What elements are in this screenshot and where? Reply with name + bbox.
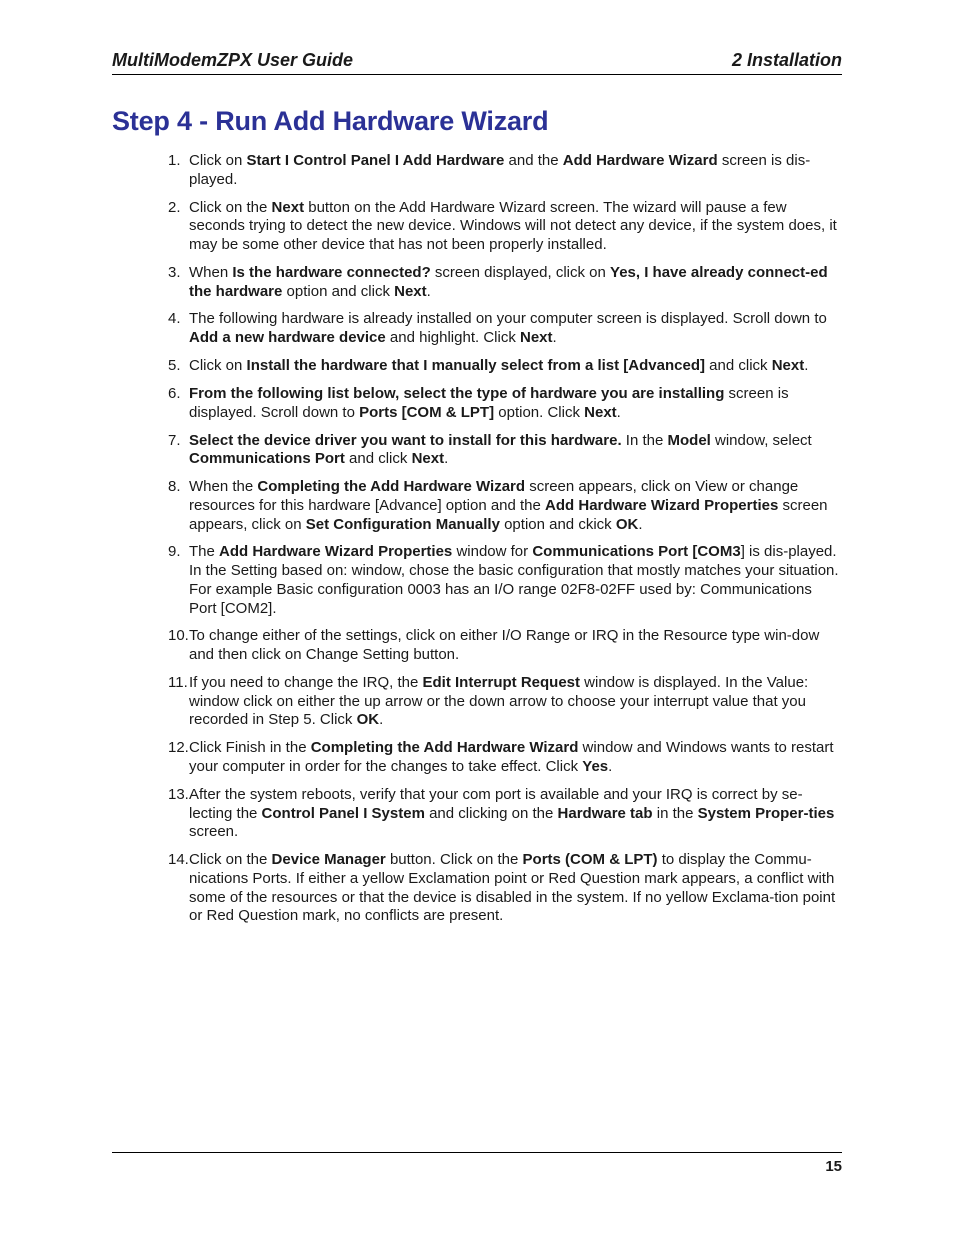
step-number: 4. <box>168 310 181 328</box>
step-emphasis: Communications Port <box>189 450 345 468</box>
step-text: option. Click <box>494 403 585 421</box>
step-emphasis: OK <box>615 515 639 533</box>
step-emphasis: Add Hardware Wizard Properties <box>219 543 453 561</box>
step-emphasis: Install the hardware that I manually select from a list [Advanced] <box>246 357 705 375</box>
step-emphasis: Completing the Add Hardware Wizard <box>310 739 579 757</box>
step-text: screen. <box>189 823 239 841</box>
step-text: to display the Commu-nications Ports. If either a yellow Exclamation point or Red Question mark appears, a conflict with some of the resources or that the device is disabled in the system. If no yellow Exclama-tion point or Red Question mark, no conflicts are present. <box>189 851 836 925</box>
step-text: When <box>189 263 233 281</box>
list-item <box>168 310 842 347</box>
step-text: button on the Add Hardware Wizard screen. The wizard will pause a few seconds trying to detect the new device. Windows will not detect any device, if the system does, it may be some other device that has not been properly installed. <box>189 198 837 253</box>
step-emphasis: Completing the Add Hardware Wizard <box>257 478 526 496</box>
step-text: option and ckick <box>499 515 616 533</box>
list-item <box>168 786 842 842</box>
step-text: and click <box>705 357 772 375</box>
step-text: window and Windows wants to restart your computer in order for the changes to take effect. Click <box>189 739 834 776</box>
step-emphasis: System Proper-ties <box>697 804 835 822</box>
step-emphasis: Yes, I have already connect-ed the hardware <box>189 263 828 300</box>
step-text: . <box>444 450 449 468</box>
step-text: When the <box>189 478 258 496</box>
step-text: . <box>608 758 613 776</box>
list-item <box>168 627 842 664</box>
step-text: . <box>552 329 557 347</box>
step-text: Click on the <box>189 851 272 869</box>
step-text: and clicking on the <box>424 804 558 822</box>
step-number: 3. <box>168 263 181 281</box>
step-emphasis: Set Configuration Manually <box>305 515 500 533</box>
step-emphasis: Next <box>771 357 805 375</box>
step-emphasis: Add Hardware Wizard Properties <box>545 496 779 514</box>
page-title: Step 4 - Run Add Hardware Wizard <box>112 106 549 136</box>
step-text: window, select <box>710 431 812 449</box>
step-emphasis: Select the device driver you want to install for this hardware. <box>189 431 622 449</box>
step-number: 6. <box>168 384 181 402</box>
step-text: In the <box>621 431 668 449</box>
step-text: window for <box>452 543 533 561</box>
step-text: button. Click on the <box>385 851 523 869</box>
step-number: 9. <box>168 543 181 561</box>
step-emphasis: Next <box>271 198 305 216</box>
list-item <box>168 674 842 730</box>
list-item <box>168 199 842 255</box>
list-item <box>168 264 842 301</box>
step-text: and the <box>504 152 563 169</box>
step-text: screen appears, click on <box>189 496 828 533</box>
step-number: 14. <box>168 851 189 869</box>
step-number: 1. <box>168 152 181 169</box>
step-text: After the system reboots, verify that your com port is available and your IRQ is correct by se-lecting the <box>189 785 803 822</box>
step-emphasis: Is the hardware connected? <box>232 263 431 281</box>
step-text: . <box>379 711 384 729</box>
step-text: screen displayed, click on <box>430 263 611 281</box>
step-emphasis: Communications Port [COM3 <box>532 543 741 561</box>
step-text: ] is dis-played. In the Setting based on: window, chose the basic configuration that mostly matches your situation. For example Basic configuration 0003 has an I/O range 02F8-02FF used by: Communications Port [COM2]. <box>189 543 839 617</box>
step-text: in the <box>652 804 698 822</box>
step-emphasis: Next <box>394 282 427 300</box>
list-item <box>168 432 842 469</box>
step-emphasis: Start I Control Panel I Add Hardware <box>246 152 505 169</box>
guide-title: MultiModemZPX User Guide <box>112 50 354 70</box>
step-text: The <box>189 543 220 561</box>
step-number: 13. <box>168 785 189 803</box>
list-item <box>168 152 842 189</box>
step-number: 12. <box>168 739 189 757</box>
step-emphasis: Next <box>411 450 445 468</box>
page-header <box>112 50 842 75</box>
step-number: 5. <box>168 357 181 375</box>
step-number: 8. <box>168 478 181 496</box>
step-text: and highlight. Click <box>385 329 520 347</box>
step-text: . <box>426 282 431 300</box>
step-emphasis: Yes <box>582 758 609 776</box>
list-item <box>168 385 842 422</box>
step-emphasis: From the following list below, select the type of hardware you are installing <box>189 384 725 402</box>
step-emphasis: Edit Interrupt Request <box>422 674 581 692</box>
step-text: screen is displayed. Scroll down to <box>189 384 789 421</box>
step-text: . <box>616 403 621 421</box>
step-text: screen is dis-played. <box>189 152 811 188</box>
step-number: 7. <box>168 431 181 449</box>
step-emphasis: Next <box>584 403 617 421</box>
step-text: screen appears, click on View or change resources for this hardware [Advance] option and the <box>189 478 799 514</box>
step-text: Click on <box>189 152 247 169</box>
step-text: Click on <box>189 357 247 375</box>
steps-list <box>168 152 842 935</box>
step-emphasis: Control Panel I System <box>261 804 425 822</box>
step-number: 10. <box>168 627 189 645</box>
step-emphasis: Ports [COM & LPT] <box>359 403 495 421</box>
step-text: option and click <box>282 282 395 300</box>
step-text: If you need to change the IRQ, the <box>189 674 423 692</box>
step-text: Click Finish in the <box>189 739 311 757</box>
step-number: 2. <box>168 198 181 216</box>
step-emphasis: Hardware tab <box>557 804 653 822</box>
page-footer <box>112 1152 842 1175</box>
list-item <box>168 357 842 376</box>
step-text: The following hardware is already installed on your computer screen is displayed. Scroll down to <box>189 310 827 328</box>
step-emphasis: Next <box>520 329 553 347</box>
step-emphasis: Add a new hardware device <box>189 329 386 347</box>
chapter-title: 2 Installation <box>731 50 842 70</box>
step-text: . <box>804 357 809 375</box>
step-text: . <box>638 515 643 533</box>
step-emphasis: OK <box>356 711 380 729</box>
page-number: 15 <box>825 1158 842 1175</box>
step-number: 11. <box>168 674 188 692</box>
step-text: Click on the <box>189 198 272 216</box>
step-emphasis: Model <box>667 431 711 449</box>
step-emphasis: Device Manager <box>271 851 386 869</box>
step-text: window is displayed. In the Value: window click on either the up arrow or the down arrow to choose your interrupt value that you recorded in Step 5. Click <box>189 674 809 729</box>
list-item <box>168 543 842 618</box>
list-item <box>168 478 842 534</box>
list-item <box>168 851 842 926</box>
list-item <box>168 739 842 776</box>
step-text: and click <box>344 450 412 468</box>
step-emphasis: Add Hardware Wizard <box>562 152 718 169</box>
step-text: To change either of the settings, click on either I/O Range or IRQ in the Resource type win-dow and then click on Change Setting button. <box>189 627 820 664</box>
step-emphasis: Ports (COM & LPT) <box>522 851 658 869</box>
